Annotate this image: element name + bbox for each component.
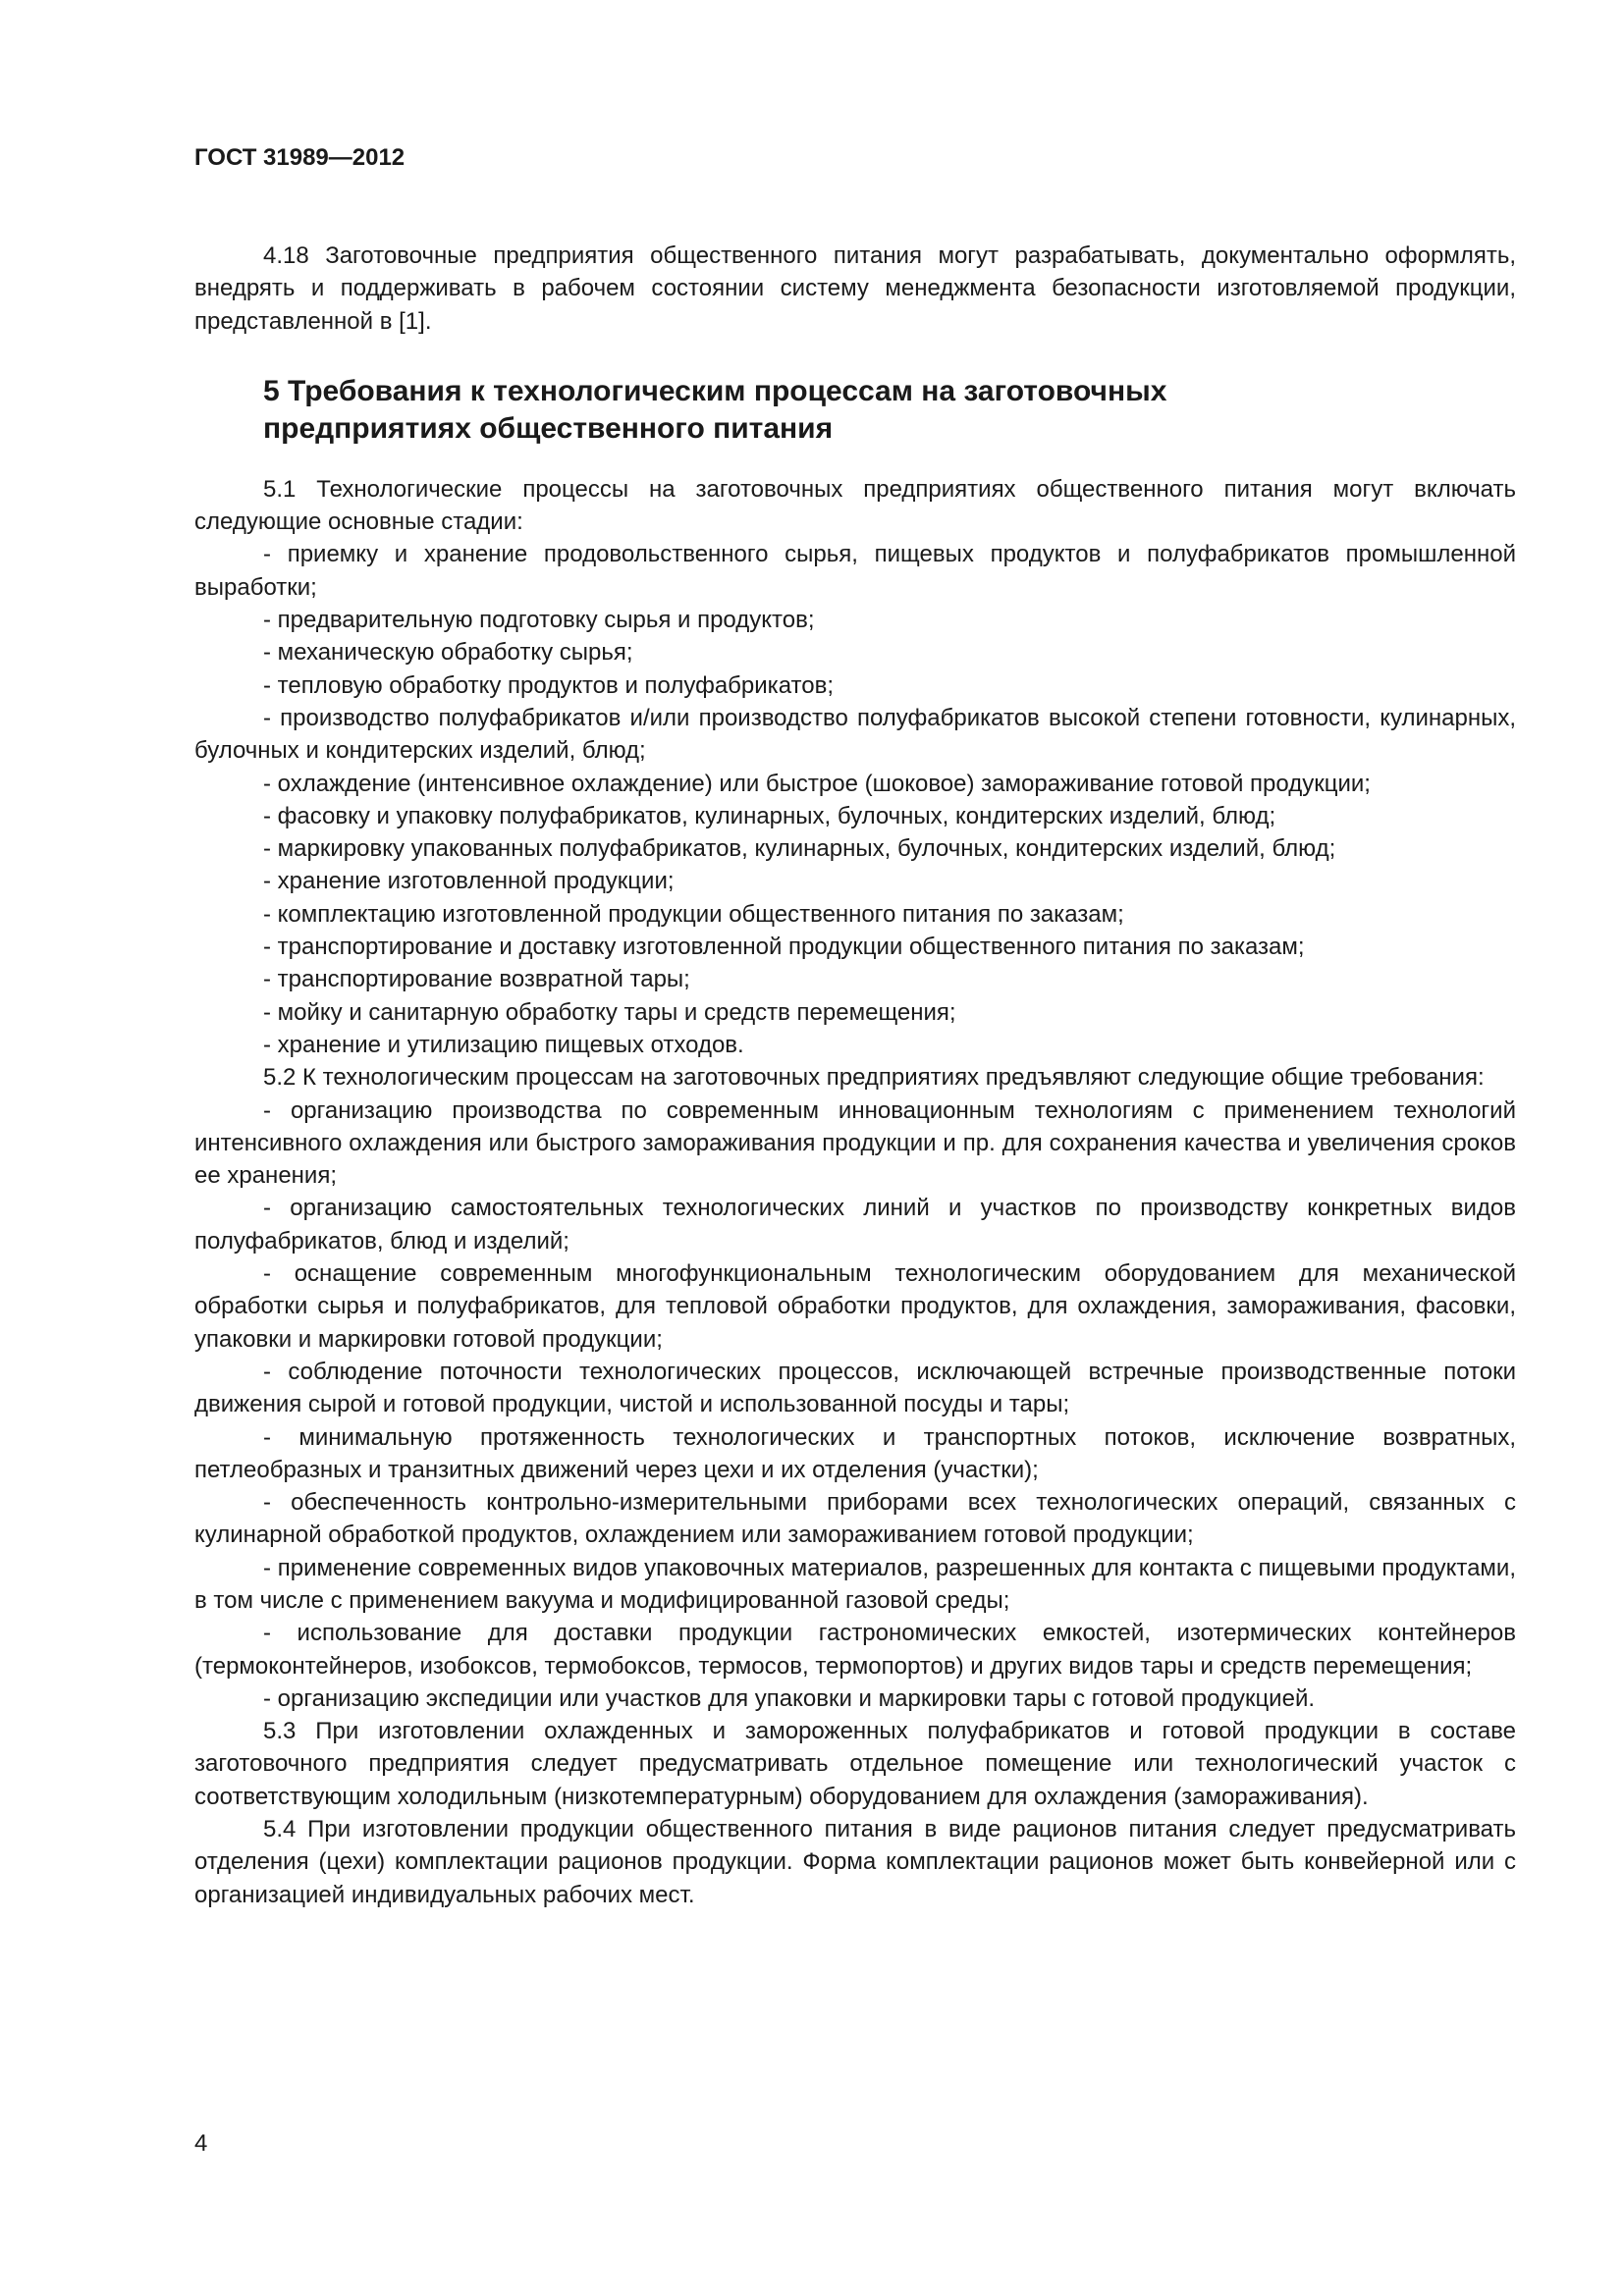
list-item: - фасовку и упаковку полуфабрикатов, кулинарных, булочных, кондитерских изделий, блюд; <box>263 802 1276 829</box>
list-item: - маркировку упакованных полуфабрикатов, кулинарных, булочных, кондитерских изделий, блюд; <box>263 835 1336 863</box>
list-item: - хранение и утилизацию пищевых отходов. <box>263 1031 744 1058</box>
page-number: 4 <box>194 2130 208 2157</box>
list-item: - хранение изготовленной продукции; <box>263 868 675 895</box>
list-item: - использование для доставки продукции гастрономических емкостей, изотермических контейнеров (термоконтейнеров, изобоксов, термобоксов, термосов, термопортов) и других видов тары и средств перемещения; <box>194 1620 1516 1680</box>
clause-5-2-list <box>194 1095 1516 1716</box>
list-item: - применение современных видов упаковочных материалов, разрешенных для контакта с пищевыми продуктами, в том числе с применением вакуума и модифицированной газовой среды; <box>194 1554 1516 1614</box>
list-item: - комплектацию изготовленной продукции общественного питания по заказам; <box>263 900 1124 928</box>
list-item: - соблюдение поточности технологических процессов, исключающей встречные производственные потоки движения сырой и готовой продукции, чистой и использованной посуды и тары; <box>194 1358 1516 1418</box>
list-item: - охлаждение (интенсивное охлаждение) или быстрое (шоковое) замораживание готовой продукции; <box>263 770 1371 797</box>
list-item: - мойку и санитарную обработку тары и средств перемещения; <box>263 998 956 1026</box>
list-item: - транспортирование возвратной тары; <box>263 966 690 993</box>
list-item: - механическую обработку сырья; <box>263 639 633 667</box>
document-page <box>194 143 1516 1911</box>
list-item: - производство полуфабрикатов и/или производство полуфабрикатов высокой степени готовности, кулинарных, булочных и кондитерских изделий, блюд; <box>194 704 1516 765</box>
section-5-heading-line-1: 5 Требования к технологическим процессам на заготовочных <box>263 374 1167 407</box>
list-item: - организацию самостоятельных технологических линий и участков по производству конкретных видов полуфабрикатов, блюд и изделий; <box>194 1195 1516 1255</box>
section-5-heading-line-2: предприятиях общественного питания <box>263 411 834 445</box>
list-item: - организацию производства по современным инновационным технологиям с применением технологий интенсивного охлаждения или быстрого замораживания продукции и пр. для сохранения качества и увеличения сроков ее хранения; <box>194 1096 1516 1190</box>
document-code: ГОСТ 31989—2012 <box>194 144 406 171</box>
list-item: - предварительную подготовку сырья и продуктов; <box>263 607 815 634</box>
list-item: - минимальную протяженность технологических и транспортных потоков, исключение возвратных, петлеобразных и транзитных движений через цехи и их отделения (участки); <box>194 1423 1516 1483</box>
clause-5-2: 5.2 К технологическим процессам на заготовочных предприятиях предъявляют следующие общие требования: <box>263 1064 1485 1092</box>
list-item: - организацию экспедиции или участков для упаковки и маркировки тары с готовой продукцией. <box>263 1684 1316 1712</box>
clause-5-3: 5.3 При изготовлении охлажденных и замороженных полуфабрикатов и готовой продукции в составе заготовочного предприятия следует предусматривать отдельное помещение или технологический участок с соответствующим холодильным (низкотемпературным) оборудованием для охлаждения (замораживания). <box>194 1718 1516 1810</box>
clause-5-4: 5.4 При изготовлении продукции общественного питания в виде рационов питания следует предусматривать отделения (цехи) комплектации рационов продукции. Форма комплектации рационов может быть конвейерной или с организацией индивидуальных рабочих мест. <box>194 1816 1516 1908</box>
list-item: - тепловую обработку продуктов и полуфабрикатов; <box>263 671 835 699</box>
list-item: - приемку и хранение продовольственного сырья, пищевых продуктов и полуфабрикатов промышленной выработки; <box>194 541 1516 601</box>
list-item: - оснащение современным многофункциональным технологическим оборудованием для механической обработки сырья и полуфабрикатов, для тепловой обработки продуктов, для охлаждения, замораживания, фасовки, упаковки и маркировки готовой продукции; <box>194 1260 1516 1353</box>
clause-5-1-list <box>194 538 1516 1061</box>
clause-4-18: 4.18 Заготовочные предприятия общественного питания могут разрабатывать, документально оформлять, внедрять и поддерживать в рабочем состоянии систему менеджмента безопасности изготовляемой продукции, представленной в [1]. <box>194 242 1516 335</box>
section-5-heading <box>263 373 1516 448</box>
clause-5-1: 5.1 Технологические процессы на заготовочных предприятиях общественного питания могут включать следующие основные стадии: <box>194 475 1516 536</box>
list-item: - обеспеченность контрольно-измерительными приборами всех технологических операций, связанных с кулинарной обработкой продуктов, охлаждением или замораживанием готовой продукции; <box>194 1489 1516 1549</box>
list-item: - транспортирование и доставку изготовленной продукции общественного питания по заказам; <box>263 934 1305 961</box>
